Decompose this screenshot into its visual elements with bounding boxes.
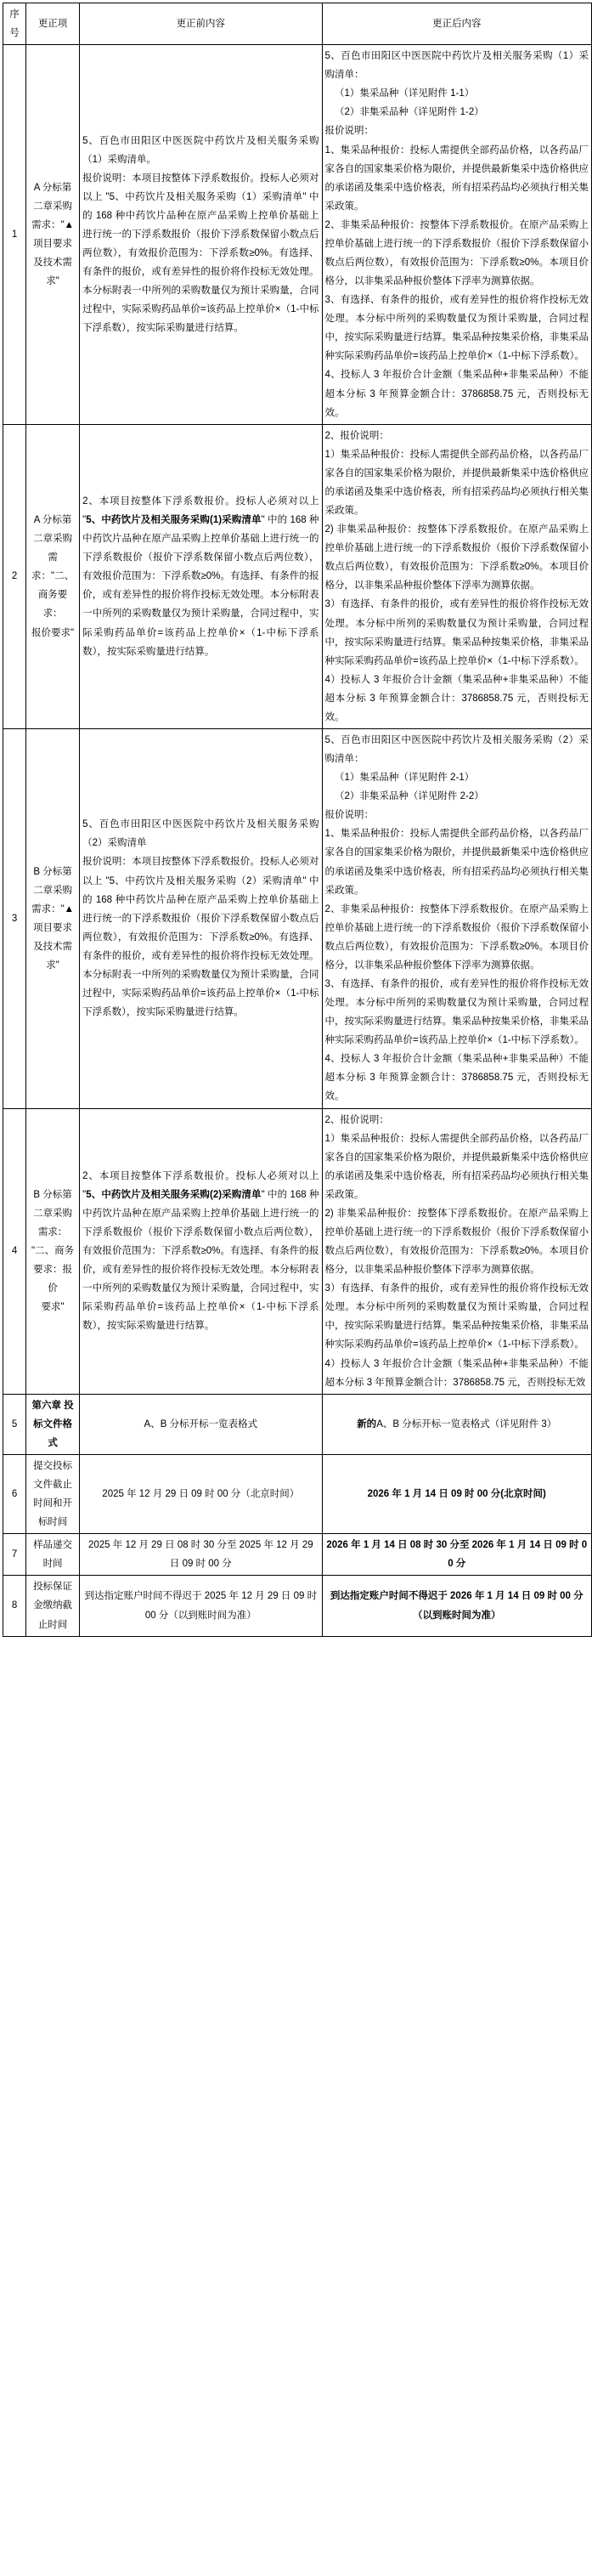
after-paragraph: 2、报价说明： xyxy=(324,1114,389,1125)
row-item-line: 提交投标 xyxy=(33,1460,73,1471)
row-item-line: 商务要求： xyxy=(37,590,68,620)
row-seq: 6 xyxy=(3,1454,26,1533)
row-item xyxy=(26,728,80,1108)
after-paragraph: 2、非集采品种报价：按整体下浮系数报价。在原产品采购上控单价基础上进行统一的下浮系数报价（报价下浮系数保留小数点后两位数），有效报价范围为：下浮系数≥0%。本项目价格分，以非集采品种报价整体下浮率为测算依据。 xyxy=(324,219,589,287)
row-item-line: 二章采购 xyxy=(33,1208,73,1219)
row-item xyxy=(26,424,80,728)
after-paragraph: 1、集采品种报价：投标人需提供全部药品价格，以各药品厂家各自的国家集采价格为限价，并提供最新集采中选价格供应的承诺函及集采中选价格表，所有招采药品均必须执行相关集采政策。 xyxy=(324,144,589,212)
row-item-line: 样品递交 xyxy=(33,1540,73,1551)
row-item-line: 式 xyxy=(48,1437,58,1448)
row-after-content xyxy=(322,1394,591,1454)
row-item-line: 需求："▲ xyxy=(31,219,75,230)
correction-comparison-table xyxy=(3,3,592,1637)
before-paragraph: 2、本项目按整体下浮系数报价。投标人必须对以上 "5、中药饮片及相关服务采购(2)采购清单" 中的 168 种中药饮片品种在原产品采购上控单价基础上进行统一的下浮系数报价（报价下浮系数保留小数点后两位数），有效报价范围为：下浮系数≥0%。有选择、有条件的报价，或有差异性的报价将作投标无效处理。本分标附表一中所列的采购数量仅为预计采购量，合同过程中，实际采购药品单价=该药品上控单价×（1-中标下浮系数），按实际采购量进行结算。 xyxy=(82,1170,319,1332)
after-paragraph: 2、非集采品种报价：按整体下浮系数报价。在原产品采购上控单价基础上进行统一的下浮系数报价（报价下浮系数保留小数点后两位数），有效报价范围为：下浮系数≥0%。本项目价格分，以非集采品种报价整体下浮率为测算依据。 xyxy=(324,903,589,971)
after-text: A、B 分标开标一览表格式（详见附件 3） xyxy=(376,1418,557,1430)
column-header-before: 更正前内容 xyxy=(80,3,322,45)
after-paragraph: 2) 非集采品种报价：按整体下浮系数报价。在原产品采购上控单价基础上进行统一的下浮系数报价（报价下浮系数保留小数点后两位数），有效报价范围为：下浮系数≥0%。本项目价格分，以非集采品种报价整体下浮率为测算依据。 xyxy=(324,1208,589,1276)
after-paragraph: 3）有选择、有条件的报价，或有差异性的报价将作投标无效处理。本分标中所列的采购数量仅为预计采购量，合同过程中，按实际采购量进行结算。集采品种按集采价格，非集采品种实际采购药品单价=该药品上控单价×（1-中标下浮系数）。 xyxy=(324,599,589,666)
row-item-line: 求" xyxy=(46,276,59,287)
row-before-content: 2025 年 12 月 29 日 08 时 30 分至 2025 年 12 月 29 日 09 时 00 分 xyxy=(80,1534,322,1576)
row-item-line: 及技术需 xyxy=(33,258,73,269)
row-item-line: 投标保证 xyxy=(33,1582,73,1593)
row-before-content: 到达指定账户时间不得迟于 2025 年 12 月 29 日 09 时 00 分（以到账时间为准） xyxy=(80,1576,322,1636)
row-item-line: 金缴纳截 xyxy=(33,1600,73,1611)
before-paragraph: 5、百色市田阳区中医医院中药饮片及相关服务采购（1）采购清单。 xyxy=(82,135,319,165)
table-body xyxy=(3,45,592,1636)
table-row xyxy=(3,1454,592,1533)
after-paragraph: （2）非集采品种（详见附件 1-2） xyxy=(335,107,484,118)
row-item-line: 文件截止 xyxy=(33,1480,73,1491)
row-item-line: 及技术需 xyxy=(33,941,73,952)
after-paragraph: 2、报价说明： xyxy=(324,430,389,441)
before-paragraph: 报价说明：本项目按整体下浮系数报价。投标人必须对以上 "5、中药饮片及相关服务采购（2）采购清单" 中的 168 种中药饮片品种在原产品采购上控单价基础上进行统一的下浮系数报价（报价下浮系数保留小数点后两位数），有效报价范围为：下浮系数≥0%。有选择、有条件的报价，或有差异性的报价将作投标无效处理。本分标附表一中所列的采购数量仅为预计采购量，合同过程中，实际采购药品单价=该药品上控单价×（1-中标下浮系数），按实际采购量进行结算。 xyxy=(82,857,319,1018)
after-paragraph: 1）集采品种报价：投标人需提供全部药品价格，以各药品厂家各自的国家集采价格为限价，并提供最新集采中选价格供应的承诺函及集采中选价格表，所有招采药品均必须执行相关集采政策。 xyxy=(324,1133,589,1200)
row-item-line: 需求："二、 xyxy=(31,552,75,582)
emphasized-clause: 5、中药饮片及相关服务采购(1)采购清单 xyxy=(86,515,262,526)
row-item-line: 求" xyxy=(46,960,59,971)
row-item-line: 要求" xyxy=(41,1302,65,1313)
after-paragraph: 3）有选择、有条件的报价，或有差异性的报价将作投标无效处理。本分标中所列的采购数量仅为预计采购量，合同过程中，按实际采购量进行结算。集采品种按集采价格，非集采品种实际采购药品单价=该药品上控单价×（1-中标下浮系数）。 xyxy=(324,1283,589,1350)
after-paragraph: 4、投标人 3 年报价合计金额（集采品种+非集采品种）不能超本分标 3 年预算金额合计：3786858.75 元，否则投标无效。 xyxy=(324,1054,589,1102)
row-item-line: A 分标第 xyxy=(33,182,72,193)
after-paragraph: 1、集采品种报价：投标人需提供全部药品价格，以各药品厂家各自的国家集采价格为限价，并提供最新集采中选价格供应的承诺函及集采中选价格表，所有招采药品均必须执行相关集采政策。 xyxy=(324,829,589,896)
column-header-item: 更正项 xyxy=(26,3,80,45)
after-paragraph: 2) 非集采品种报价：按整体下浮系数报价。在原产品采购上控单价基础上进行统一的下浮系数报价（报价下浮系数保留小数点后两位数），有效报价范围为：下浮系数≥0%。本项目价格分，以非集采品种报价整体下浮率为测算依据。 xyxy=(324,524,589,592)
row-item-line: 第六章 投 xyxy=(31,1400,74,1411)
table-row xyxy=(3,1394,592,1454)
row-before-content: A、B 分标开标一览表格式 xyxy=(80,1394,322,1454)
after-paragraph: 5、百色市田阳区中医医院中药饮片及相关服务采购（1）采购清单： xyxy=(324,51,589,81)
emphasized-clause: 5、中药饮片及相关服务采购(2)采购清单 xyxy=(86,1189,262,1200)
row-before-content xyxy=(80,728,322,1108)
row-item-line: 要求：报价 xyxy=(33,1265,73,1294)
row-item xyxy=(26,1108,80,1394)
row-item-line: A 分标第 xyxy=(33,515,72,526)
row-seq: 2 xyxy=(3,424,26,728)
table-row xyxy=(3,1534,592,1576)
after-paragraph: 5、百色市田阳区中医医院中药饮片及相关服务采购（2）采购清单： xyxy=(324,734,589,765)
column-header-after: 更正后内容 xyxy=(322,3,591,45)
before-paragraph: 报价说明：本项目按整体下浮系数报价。投标人必须对以上 "5、中药饮片及相关服务采购（1）采购清单" 中的 168 种中药饮片品种在原产品采购上控单价基础上进行统一的下浮系数报价（报价下浮系数保留小数点后两位数），有效报价范围为：下浮系数≥0%。有选择、有条件的报价，或有差异性的报价将作投标无效处理。本分标附表一中所列的采购数量仅为预计采购量，合同过程中，实际采购药品单价=该药品上控单价×（1-中标下浮系数），按实际采购量进行结算。 xyxy=(82,173,319,334)
after-paragraph: （2）非集采品种（详见附件 2-2） xyxy=(335,791,484,802)
row-item-line: 需求： xyxy=(37,1227,68,1237)
row-before-content xyxy=(80,1108,322,1394)
row-item-line: B 分标第 xyxy=(33,866,72,877)
row-seq: 7 xyxy=(3,1534,26,1576)
table-header xyxy=(3,3,592,45)
after-paragraph: （1）集采品种（详见附件 2-1） xyxy=(335,773,475,784)
column-header-seq-line1: 序 xyxy=(9,9,20,20)
row-after-content: 2026 年 1 月 14 日 09 时 00 分(北京时间) xyxy=(322,1454,591,1533)
row-item-line: 项目要求 xyxy=(33,238,73,249)
row-item-line: 二章采购 xyxy=(33,201,73,212)
after-paragraph: （1）集采品种（详见附件 1-1） xyxy=(335,88,475,99)
after-paragraph: 3、有选择、有条件的报价，或有差异性的报价将作投标无效处理。本分标中所列的采购数量仅为预计采购量，合同过程中，按实际采购量进行结算。集采品种按集采价格，非集采品种实际采购药品单价=该药品上控单价×（1-中标下浮系数）。 xyxy=(324,978,589,1046)
row-item-line: 标时间 xyxy=(37,1517,68,1528)
table-row xyxy=(3,45,592,425)
row-after-content: 2026 年 1 月 14 日 08 时 30 分至 2026 年 1 月 14 日 09 时 00 分 xyxy=(322,1534,591,1576)
row-item-line: 时间 xyxy=(42,1559,63,1570)
after-paragraph: 报价说明： xyxy=(324,126,375,137)
after-paragraph: 1）集采品种报价：投标人需提供全部药品价格，以各药品厂家各自的国家集采价格为限价，并提供最新集采中选价格供应的承诺函及集采中选价格表，所有招采药品均必须执行相关集采政策。 xyxy=(324,449,589,517)
row-item xyxy=(26,45,80,425)
table-row xyxy=(3,1576,592,1636)
table-row xyxy=(3,728,592,1108)
row-item-line: "二、商务 xyxy=(31,1246,75,1257)
row-item xyxy=(26,1534,80,1576)
table-row xyxy=(3,424,592,728)
after-paragraph: 报价说明： xyxy=(324,810,375,821)
row-item-line: 需求："▲ xyxy=(31,903,75,914)
row-item-line: 二章采购 xyxy=(33,885,73,896)
row-after-content xyxy=(322,45,591,425)
row-seq: 3 xyxy=(3,728,26,1108)
table-header-row xyxy=(3,3,592,45)
row-before-content xyxy=(80,424,322,728)
row-item xyxy=(26,1454,80,1533)
table-row xyxy=(3,1108,592,1394)
after-paragraph: 4）投标人 3 年报价合计金额（集采品种+非集采品种）不能超本分标 3 年预算金额合计：3786858.75 元，否则投标无效。 xyxy=(324,674,589,722)
row-before-content: 2025 年 12 月 29 日 09 时 00 分（北京时间） xyxy=(80,1454,322,1533)
row-item-line: 项目要求 xyxy=(33,922,73,933)
row-item-line: B 分标第 xyxy=(33,1189,72,1200)
row-after-content xyxy=(322,424,591,728)
row-seq: 1 xyxy=(3,45,26,425)
after-new-label: 新的 xyxy=(357,1418,377,1430)
column-header-seq-line2: 号 xyxy=(9,28,20,39)
row-item-line: 二章采购 xyxy=(33,534,73,545)
row-before-content xyxy=(80,45,322,425)
before-paragraph: 5、百色市田阳区中医医院中药饮片及相关服务采购（2）采购清单 xyxy=(82,819,319,849)
column-header-seq xyxy=(3,3,26,45)
row-seq: 4 xyxy=(3,1108,26,1394)
row-item xyxy=(26,1576,80,1636)
row-item-line: 时间和开 xyxy=(33,1498,73,1509)
row-seq: 8 xyxy=(3,1576,26,1636)
row-item xyxy=(26,1394,80,1454)
after-paragraph: 3、有选择、有条件的报价，或有差异性的报价将作投标无效处理。本分标中所列的采购数量仅为预计采购量，合同过程中，按实际采购量进行结算。集采品种按集采价格，非集采品种实际采购药品单价=该药品上控单价×（1-中标下浮系数）。 xyxy=(324,295,589,362)
before-paragraph: 2、本项目按整体下浮系数报价。投标人必须对以上 "5、中药饮片及相关服务采购(1)采购清单" 中的 168 种中药饮片品种在原产品采购上控单价基础上进行统一的下浮系数报价（报价下浮系数保留小数点后两位数），有效报价范围为：下浮系数≥0%。有选择、有条件的报价，或有差异性的报价将作投标无效处理。本分标附表一中所列的采购数量仅为预计采购量，合同过程中，实际采购药品单价=该药品上控单价×（1-中标下浮系数），按实际采购量进行结算。 xyxy=(82,495,319,657)
row-after-content xyxy=(322,728,591,1108)
row-seq: 5 xyxy=(3,1394,26,1454)
row-after-content: 到达指定账户时间不得迟于 2026 年 1 月 14 日 09 时 00 分（以到账时间为准） xyxy=(322,1576,591,1636)
row-item-line: 报价要求" xyxy=(31,627,75,638)
after-paragraph: 4）投标人 3 年报价合计金额（集采品种+非集采品种）不能超本分标 3 年预算金额合计：3786858.75 元，否则投标无效 xyxy=(324,1358,589,1388)
row-item-line: 止时间 xyxy=(37,1619,68,1630)
row-item-line: 标文件格 xyxy=(33,1418,73,1430)
after-paragraph: 4、投标人 3 年报价合计金额（集采品种+非集采品种）不能超本分标 3 年预算金额合计：3786858.75 元，否则投标无效。 xyxy=(324,370,589,418)
row-after-content xyxy=(322,1108,591,1394)
